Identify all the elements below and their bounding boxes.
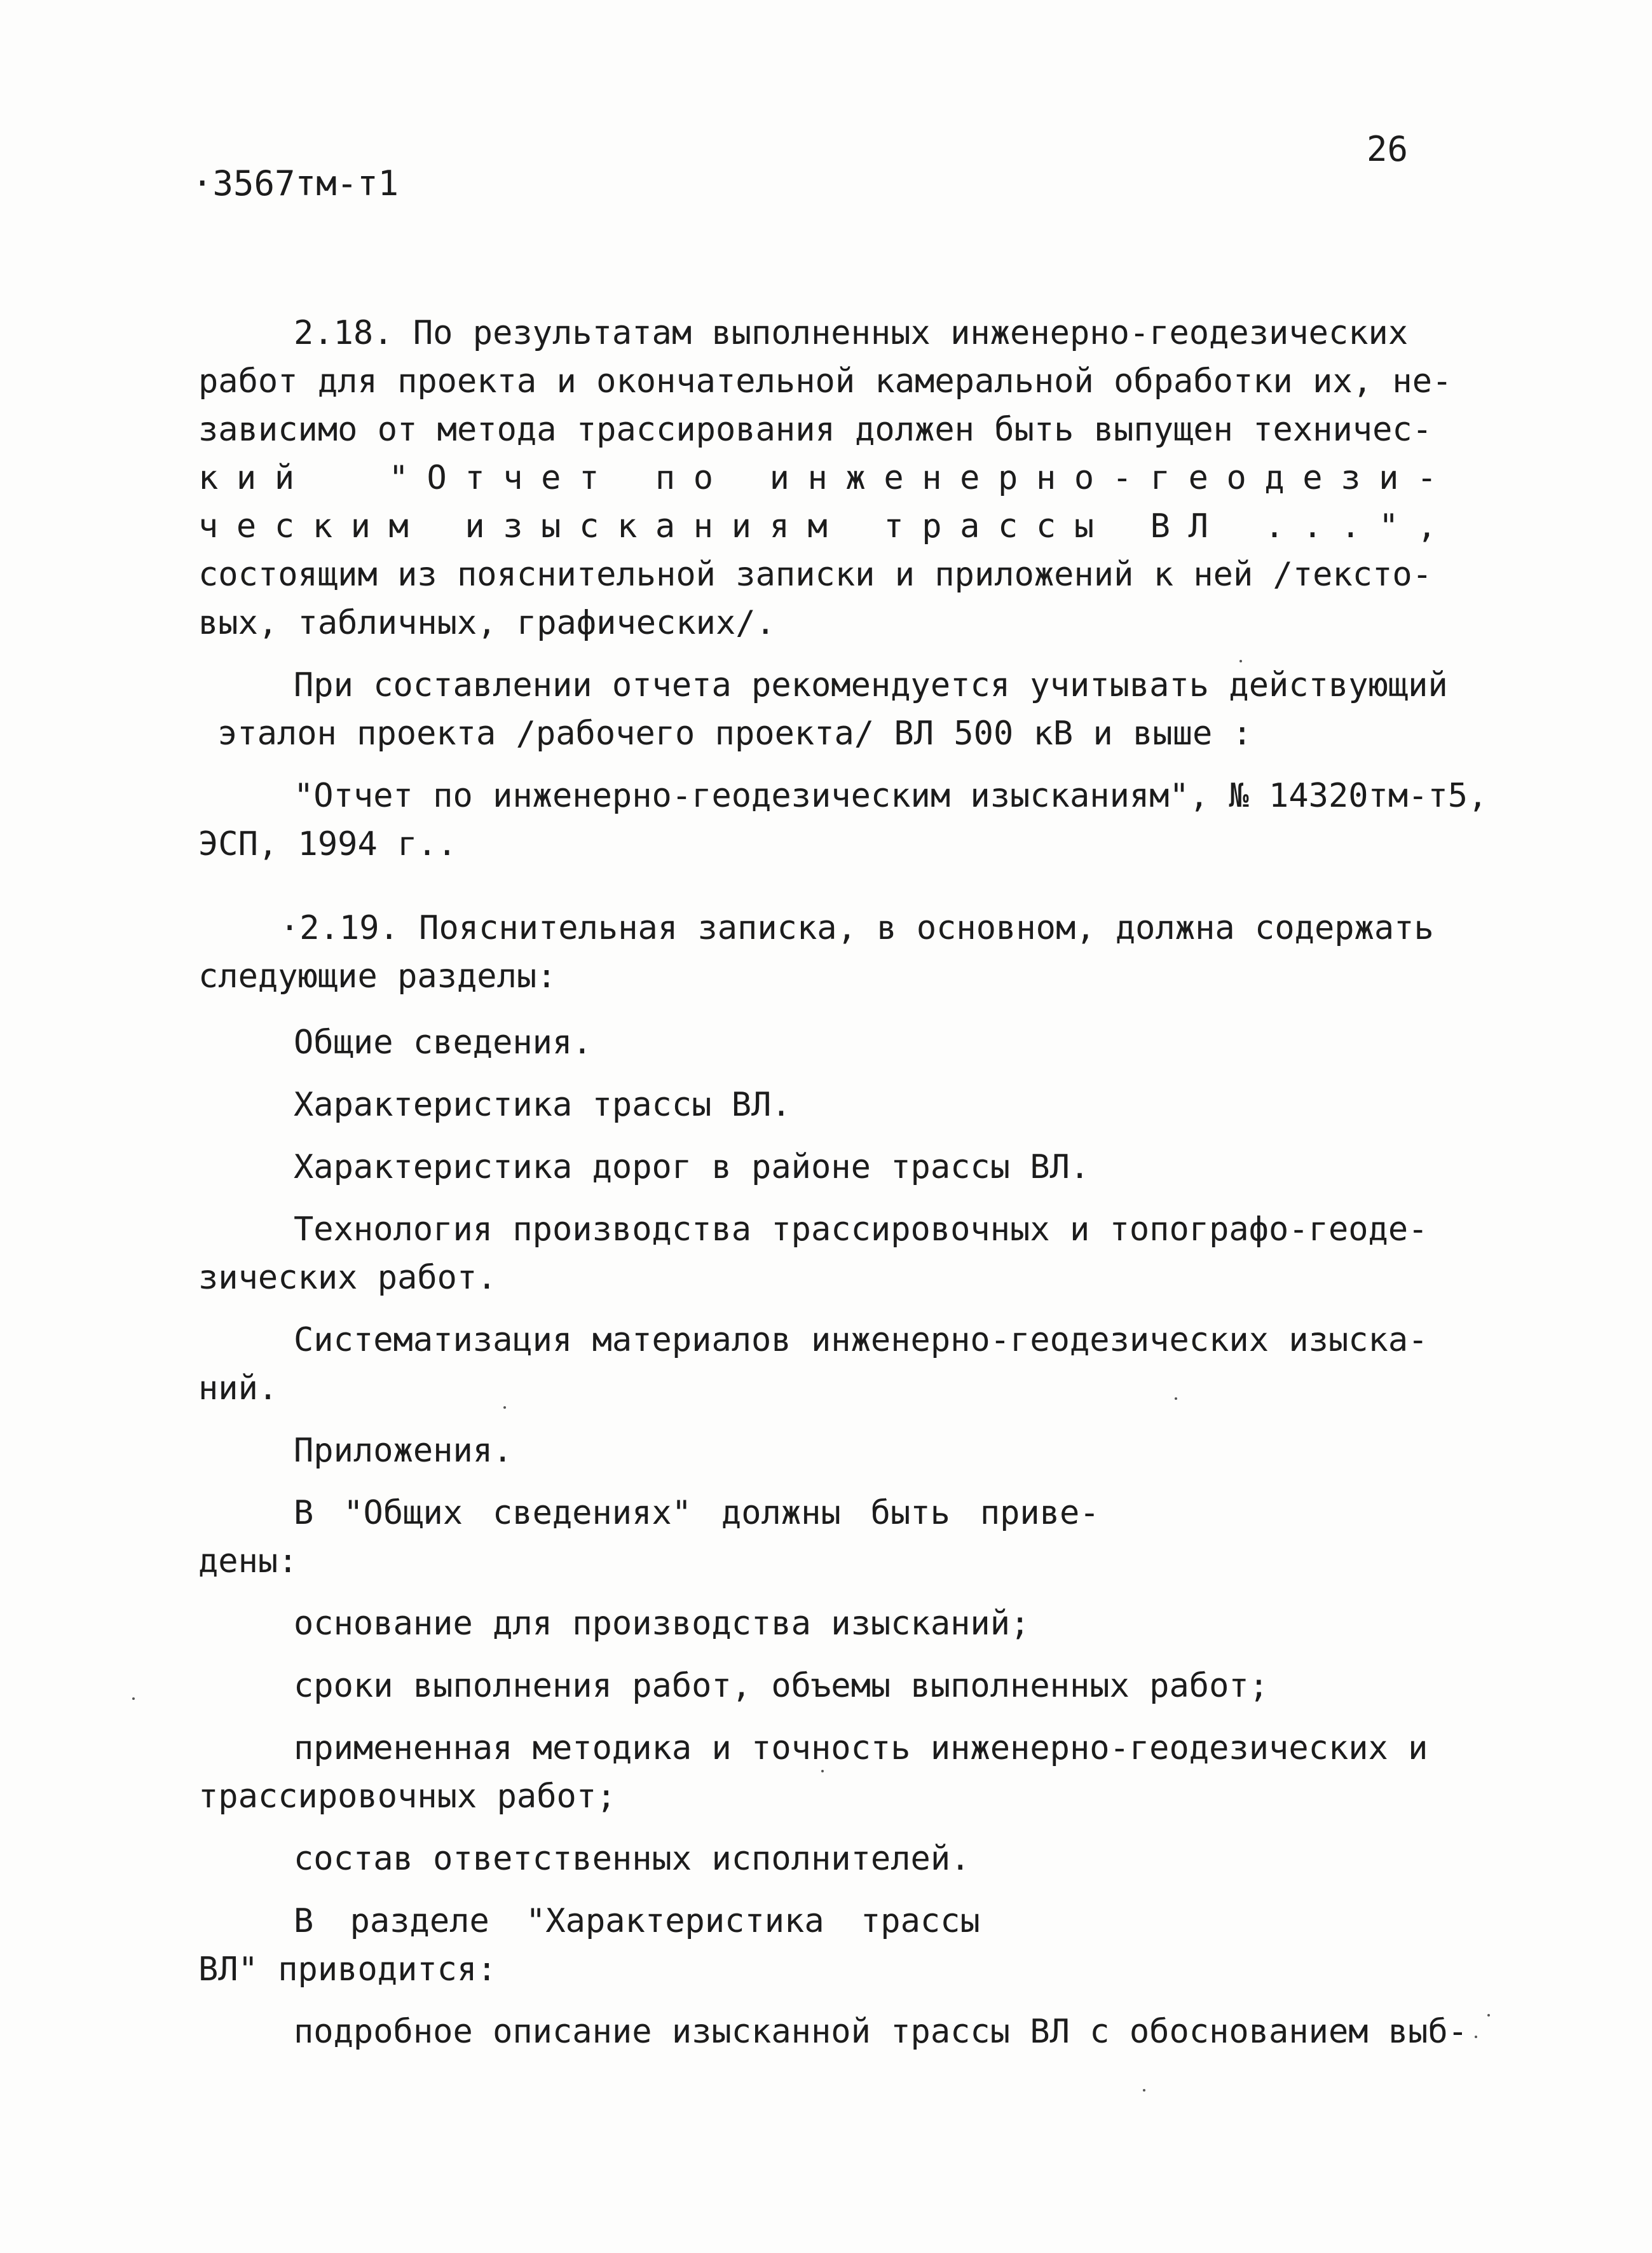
route-characteristic-item: подробное описание изысканной трассы ВЛ с обоснованием выб-: [294, 2013, 1468, 2051]
recommendation-line: При составлении отчета рекомендуется учитывать действующий: [294, 666, 1448, 704]
general-info-item: трассировочных работ;: [198, 1777, 617, 1816]
section-list-item: Приложения.: [294, 1432, 513, 1470]
page-number: 26: [1367, 129, 1409, 169]
section-list-item: Характеристика трассы ВЛ.: [294, 1086, 791, 1124]
paragraph-2-18-line: кий "Отчет по инженерно-геодези-: [198, 459, 1455, 497]
scan-speck: [1487, 2014, 1490, 2017]
scan-speck: [1475, 2036, 1477, 2038]
paragraph-2-19-line: ·2.19. Пояснительная записка, в основном, должна содержать: [280, 909, 1434, 947]
section-list-item: ний.: [198, 1369, 278, 1407]
general-info-line: В "Общих сведениях" должны быть приве-: [294, 1494, 1100, 1532]
general-info-item: состав ответственных исполнителей.: [294, 1840, 971, 1878]
paragraph-2-18-line: зависимо от метода трассирования должен быть выпущен техничес-: [198, 411, 1433, 449]
scan-speck: [821, 1770, 824, 1772]
document-code: ·3567тм-т1: [192, 163, 399, 203]
paragraph-2-18-line: 2.18. По результатам выполненных инженерно-геодезических: [294, 314, 1409, 352]
scan-speck: [132, 1697, 135, 1700]
section-list-item: Общие сведения.: [294, 1024, 592, 1062]
reference-line: ЭСП, 1994 г..: [198, 825, 457, 863]
paragraph-2-18-line: работ для проекта и окончательной камеральной обработки их, не-: [198, 362, 1452, 401]
section-list-item: зических работ.: [198, 1259, 497, 1297]
scan-speck: [1175, 1397, 1177, 1400]
section-list-item: Характеристика дорог в районе трассы ВЛ.: [294, 1148, 1090, 1186]
general-info-item: примененная методика и точность инженерно-геодезических и: [294, 1729, 1428, 1767]
route-characteristic-line: В разделе "Характеристика трассы: [294, 1902, 980, 1940]
general-info-item: основание для производства изысканий;: [294, 1605, 1030, 1643]
section-list-item: Технология производства трассировочных и топографо-геоде-: [294, 1210, 1428, 1249]
paragraph-2-18-line: ческим изысканиям трассы ВЛ ...",: [198, 507, 1455, 545]
general-info-item: сроки выполнения работ, объемы выполненных работ;: [294, 1667, 1269, 1705]
scan-speck: [1239, 660, 1242, 662]
paragraph-2-18-line: состоящим из пояснительной записки и приложений к ней /тексто-: [198, 556, 1433, 594]
recommendation-line: эталон проекта /рабочего проекта/ ВЛ 500 кВ и выше :: [217, 715, 1252, 753]
section-list-item: Систематизация материалов инженерно-геодезических изыска-: [294, 1321, 1428, 1359]
paragraph-2-18-line: вых, табличных, графических/.: [198, 604, 775, 642]
paragraph-2-19-line: следующие разделы:: [198, 957, 557, 996]
scan-speck: [1143, 2089, 1145, 2092]
general-info-line: дены:: [198, 1542, 298, 1580]
scan-speck: [503, 1406, 506, 1409]
route-characteristic-line: ВЛ" приводится:: [198, 1950, 497, 1989]
reference-line: "Отчет по инженерно-геодезическим изысканиям", № 14320тм-т5,: [294, 777, 1488, 815]
